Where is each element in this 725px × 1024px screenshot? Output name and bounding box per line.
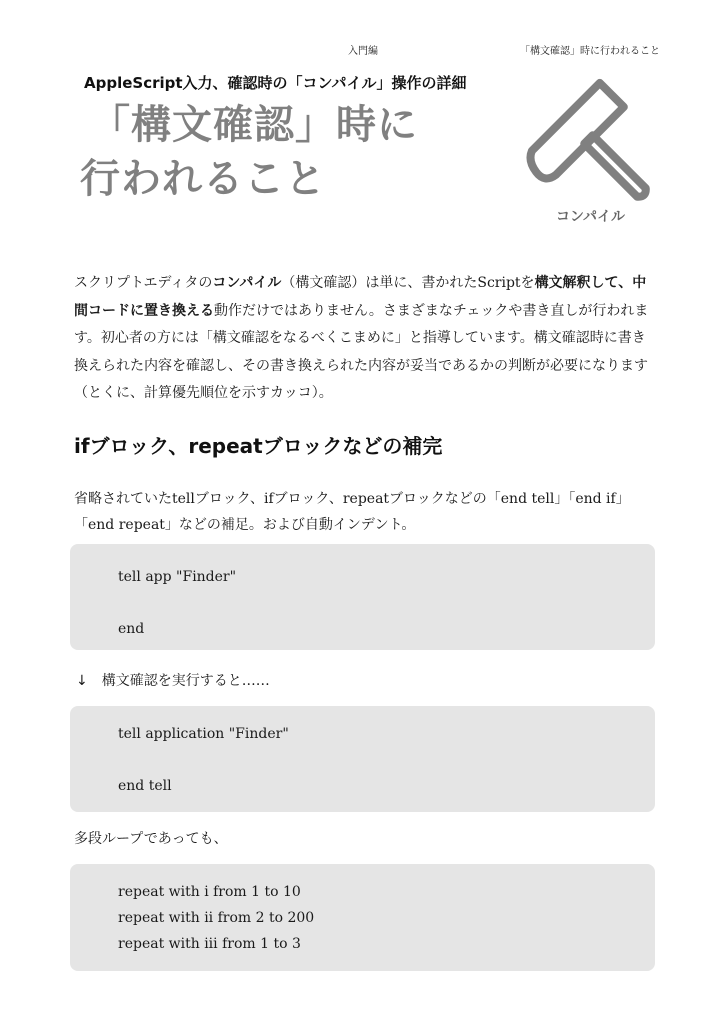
down-arrow-icon: ↓ <box>76 673 88 689</box>
running-header-section: 入門編 <box>348 46 378 57</box>
code-line: repeat with ii from 2 to 200 <box>118 910 315 926</box>
article-title-line-2: 行われること <box>80 156 326 202</box>
article-subtitle: AppleScript入力、確認時の「コンパイル」操作の詳細 <box>84 74 467 92</box>
section-paragraph: 省略されていたtellブロック、ifブロック、repeatブロックなどの「end tell」「end if」「end repeat」などの補足。および自動インデント。 <box>74 491 630 533</box>
code-line: tell application "Finder" <box>118 726 289 742</box>
section-heading: ifブロック、repeatブロックなどの補完 <box>74 434 443 458</box>
hammer-icon <box>522 78 662 208</box>
intro-paragraph <box>74 270 658 408</box>
intro-bold-compile: コンパイル <box>212 275 282 291</box>
intro-bold-parse: 構文解釈して、中間コードに置き換える <box>74 275 647 319</box>
article-title-line-1: 「構文確認」時に <box>90 102 418 148</box>
code-line: repeat with i from 1 to 10 <box>118 884 301 900</box>
intro-text-2: （構文確認）は単に、書かれたScriptを <box>281 275 535 291</box>
compile-arrow-note <box>76 670 270 690</box>
compile-icon-label: コンパイル <box>556 209 626 225</box>
running-header-chapter: 「構文確認」時に行われること <box>520 46 660 57</box>
article-title <box>80 98 418 206</box>
compile-arrow-text: 構文確認を実行すると…… <box>101 673 270 689</box>
code-line: tell app "Finder" <box>118 569 237 585</box>
code-block-before <box>70 544 655 650</box>
intro-text-3: 動作だけではありません。さまざまなチェックや書き直しが行われます。初心者の方には「構文確認をなるべくこまめに」と指導しています。構文確認時に書き換えられた内容を確認し、その書き換えられた内容が妥当であるかの判断が必要になります（とくに、計算優先順位を示すカッコ）。 <box>74 302 649 401</box>
intro-text-1: スクリプトエディタの <box>74 275 213 291</box>
code-block-after <box>70 706 655 812</box>
code-block-loops <box>70 864 655 971</box>
multi-loop-paragraph: 多段ループであっても、 <box>74 831 228 847</box>
code-line: repeat with iii from 1 to 3 <box>118 936 301 952</box>
code-line: end <box>118 621 145 637</box>
code-line: end tell <box>118 778 172 794</box>
